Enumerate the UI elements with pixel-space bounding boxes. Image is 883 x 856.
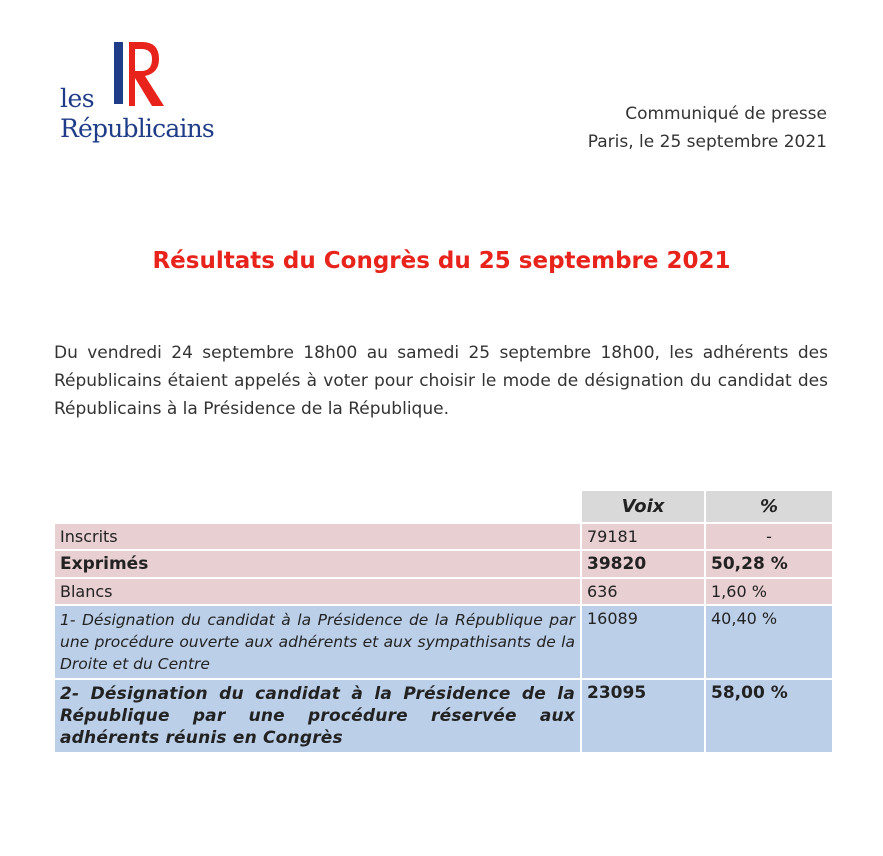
document-title: Résultats du Congrès du 25 septembre 2021 bbox=[152, 248, 731, 274]
row-percent: 58,00 % bbox=[705, 679, 833, 753]
row-label: 2- Désignation du candidat à la Présidence de la République par une procédure réservée aux adhérents réunis en Congrès bbox=[54, 679, 581, 753]
row-votes: 39820 bbox=[581, 550, 705, 578]
press-place-date: Paris, le 25 septembre 2021 bbox=[587, 132, 827, 152]
logo bbox=[60, 40, 220, 150]
row-percent: 40,40 % bbox=[705, 605, 833, 679]
press-header bbox=[588, 100, 827, 156]
header-empty-cell bbox=[54, 490, 581, 523]
row-percent: 1,60 % bbox=[705, 578, 833, 605]
table-row-inscrits bbox=[54, 523, 833, 550]
row-label: Blancs bbox=[54, 578, 581, 605]
header-percent: % bbox=[705, 490, 833, 523]
row-votes: 79181 bbox=[581, 523, 705, 550]
table-header-row bbox=[54, 490, 833, 523]
row-votes: 23095 bbox=[581, 679, 705, 753]
header-votes: Voix bbox=[581, 490, 705, 523]
results-table bbox=[53, 489, 834, 754]
table-row-option-2 bbox=[54, 679, 833, 753]
row-label: Exprimés bbox=[54, 550, 581, 578]
table-row-exprimes bbox=[54, 550, 833, 578]
row-percent: - bbox=[705, 523, 833, 550]
lr-logo-mark bbox=[112, 40, 172, 110]
logo-republicains: Républicains bbox=[60, 114, 214, 143]
row-label: 1- Désignation du candidat à la Présidence de la République par une procédure ouverte aux adhérents et aux sympathisants de la Droite et du Centre bbox=[54, 605, 581, 679]
row-votes: 16089 bbox=[581, 605, 705, 679]
row-percent: 50,28 % bbox=[705, 550, 833, 578]
row-label: Inscrits bbox=[54, 523, 581, 550]
table-row-blancs bbox=[54, 578, 833, 605]
intro-paragraph: Du vendredi 24 septembre 18h00 au samedi 25 septembre 18h00, les adhérents des Républicains étaient appelés à voter pour choisir le mode de désignation du candidat des Républicains à la Présidence de la République. bbox=[54, 343, 828, 419]
logo-les: les bbox=[60, 84, 95, 113]
row-votes: 636 bbox=[581, 578, 705, 605]
press-release-label: Communiqué de presse bbox=[625, 104, 827, 124]
table-row-option-1 bbox=[54, 605, 833, 679]
